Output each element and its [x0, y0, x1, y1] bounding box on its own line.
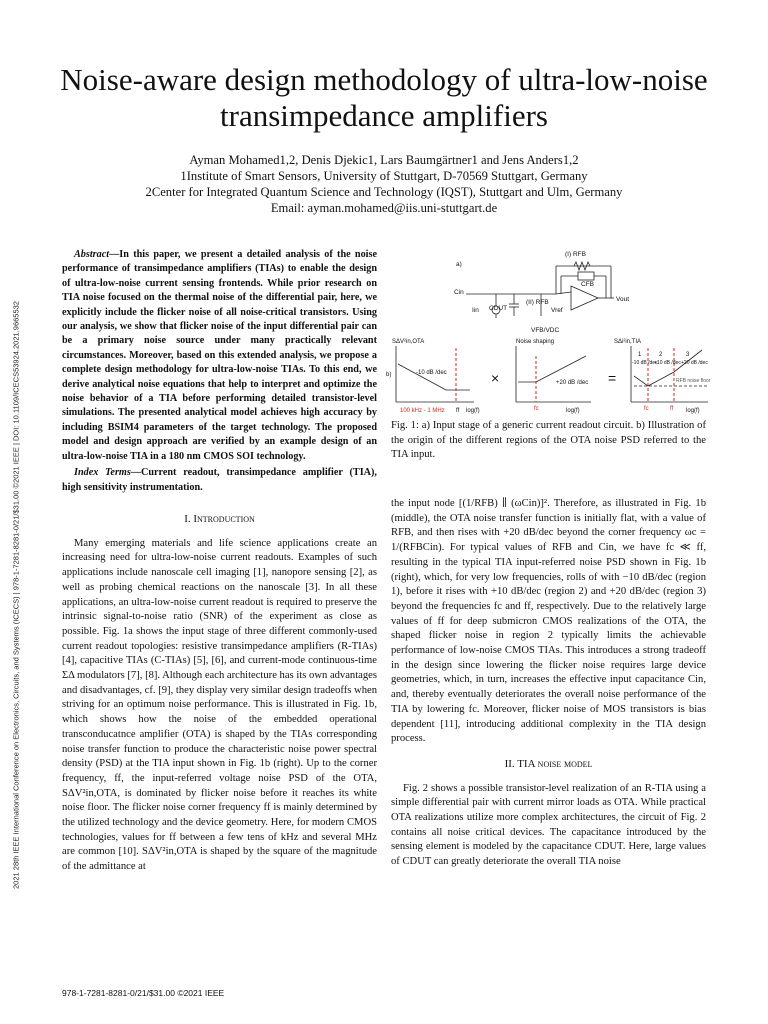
fig-fc-2: fc: [644, 406, 649, 412]
fig-region-1: 1: [638, 352, 642, 358]
fig-r1-slope: -10 dB /dec: [632, 360, 658, 366]
fig-logf-3: log(f): [686, 408, 700, 414]
fig-p20: +20 dB /dec: [556, 380, 589, 386]
email: Email: ayman.mohamed@iis.uni-stuttgart.de: [270, 201, 498, 215]
fig-s-tia: SΔi²in,TIA: [614, 339, 642, 345]
fig-vref: Vref: [551, 307, 563, 314]
figure-1: [386, 246, 712, 414]
fig-s-ota: SΔV²in,OTA: [392, 339, 425, 345]
fig-r3-slope: +20 dB /dec: [681, 360, 708, 366]
fig-region-3: 3: [686, 352, 690, 358]
fig-r2-slope: +10 dB /dec: [654, 360, 681, 366]
right-paragraph-2: Fig. 2 shows a possible transistor-level realization of an R-TIA using a simple differential pair with current mirror loads as OTA. While practical OTA realizations utilize more complex architectures, the circuit of Fig. 2 contains all noise critical devices. The capacitance introduced by the sensing element is modeled by the capacitance CDUT. Here, large values of CDUT can greatly deteriorate the overall TIA noise: [391, 782, 706, 868]
right-column: [391, 497, 706, 870]
fig-rfb-top: (I) RFB: [565, 251, 586, 258]
intro-paragraph: Many emerging materials and life science applications create an increasing need for ultra-low-noise current readouts. Examples of such applications include nanoscale cell imaging [1], nanopore sensing [2], as well as probing chemical reactions on the nanoscale [3]. In all these applications, an ultra-low-noise current readout is required to preserve the intrinsic signal-to-noise ratio (SNR) of the experiment as close as possible. Fig. 1a shows the input stage of three different commonly-used current readout topologies: resistive transimpedance amplifiers (R-TIAs) [4], capacitive TIAs (C-TIAs) [5], [6], and current-mode continuous-time ΣΔ modulators [7], [8]. Although each architecture has its own advantages and disadvantages, cf. [9], they display very similar design tradeoffs when striving for an optimum noise performance. This is illustrated in Fig. 1b, which shows how the noise of the embedded operational transconducatnce amplifier (OTA) is shaped by the TIAs corresponding noise transfer function to produce the characteristic noise power spectral density (PSD) at the TIA input shown in Fig. 1b (right). Up to the corner frequency, ff, the input-referred voltage noise PSD of the OTA, SΔV²in,OTA, is dominated by flicker noise before it reaches its white noise floor. The flicker noise corner frequency ff is mainly determined by the utilized technology and the device geometry. Here, for modern CMOS technologies, values for ff between a few tens of kHz and several MHz are common [10]. SΔV²in,OTA is shaped by the square of the magnitude of the admittance at: [62, 537, 377, 873]
fig-logf-2: log(f): [566, 408, 580, 414]
fig-cin: Cin: [454, 289, 464, 296]
fig-cfb: CFB: [581, 281, 594, 288]
author-block: [40, 152, 728, 216]
abstract: [62, 248, 377, 495]
fig-ff-2: ff: [670, 406, 674, 412]
section-2-heading: II. TIA noise model: [504, 757, 593, 770]
fig-equals: =: [608, 370, 617, 386]
fig-iin: Iin: [472, 307, 479, 314]
fig-rfb: (II) RFB: [526, 299, 549, 306]
doi-sidebar: [8, 210, 24, 980]
fig-shaping: Noise shaping: [516, 339, 555, 345]
paper-title: Noise-aware design methodology of ultra-low-noise transimpedance amplifiers: [60, 62, 708, 133]
fig-times: ×: [491, 370, 500, 386]
figure-1-caption: Fig. 1: a) Input stage of a generic current readout circuit. b) Illustration of the origin of the different regions of the OTA noise PSD referred to the TIA input.: [391, 420, 706, 460]
fig-cdut: CDUT: [489, 305, 508, 312]
index-terms: Index Terms—Current readout, transimpedance amplifier (TIA), high sensitivity instrumentation.: [62, 467, 377, 493]
fig-fc-1: fc: [534, 406, 539, 412]
affiliation-1: 1Institute of Smart Sensors, University of Stuttgart, D-70569 Stuttgart, Germany: [180, 169, 588, 183]
fig-m10: -10 dB /dec: [416, 370, 447, 376]
abstract-text: —In this paper, we present a detailed analysis of the noise performance of transimpedance amplifiers (TIAs) to enable the design of ultra-low-noise current sensing frontends. While prior research on TIA noise focused on the thermal noise of the differential pair, here, we explicitly include the flicker noise of all noise-critical transistors. Using our analysis, we show that flicker noise of the input differential pair can be a primary noise source under many practically relevant circumstances. Moreover, based on this extended analysis, we propose a complete design methodology for ultra-low-noise TIAs. To this end, we derive analytical noise equations that help to interpret and optimize the noise behavior of a TIA before performing detailed transistor-level simulations. The presented analytical model achieves high accuracy by including BSIM4 parameters of the target technology. The proposed model and design approach are verified by an example design of an ultra-low-noise TIA in a 180 nm CMOS SOI technology.: [62, 249, 377, 462]
fig-vfb: VFB/VDC: [531, 327, 560, 334]
author-list: Ayman Mohamed1,2, Denis Djekic1, Lars Baumgärtner1 and Jens Anders1,2: [189, 153, 579, 167]
left-column: [62, 502, 377, 875]
affiliation-2: 2Center for Integrated Quantum Science and Technology (IQST), Stuttgart and Ulm, Germany: [145, 185, 623, 199]
fig-freq-range: 100 kHz - 1 MHz: [400, 408, 445, 414]
fig-floor: RFB noise floor: [676, 378, 711, 384]
fig-label-b: b): [386, 372, 392, 378]
fig-region-2: 2: [659, 352, 663, 358]
fig-logf-1: log(f): [466, 408, 480, 414]
footer-copyright: 978-1-7281-8281-0/21/$31.00 ©2021 IEEE: [62, 988, 225, 998]
abstract-label: Abstract: [74, 249, 110, 260]
fig-vout: Vout: [616, 296, 630, 303]
right-paragraph-1: the input node [(1/RFB) ∥ (ωCin)]². Therefore, as illustrated in Fig. 1b (middle), the OTA noise transfer function is initially flat, with a value of RFB, and then rises with +20 dB/dec beyond the corner frequency ωc = 1/(RFBCin). For typical values of RFB and Cin, we have fc ≪ ff, resulting in the typical TIA input-referred noise PSD shown in Fig. 1b (right), which, for very low frequencies, rolls of with −10 dB/dec (region 1), before it rises with +10 dB/dec (region 2) and +20 dB/dec (region 3) beyond the frequencies fc and ff, respectively. Due to the relatively large values of ff for deep submicron CMOS realizations of the OTA, the shaped flicker noise in region 2 typically limits the achievable performance of low-noise CMOS TIAs. This introduces a strong tradeoff in the design since lowering the flicker noise requires large device geometries, which, in turn, increases the effective input capacitance Cin, and, thereby eventually deteriorates the overall noise performance of the TIA by lowering fc. Moreover, flicker noise of MOS transistors is bias dependent [11], introducing additional complexity in the TIA design process.: [391, 498, 706, 745]
fig-ff-1: ff: [456, 408, 460, 414]
sidebar-text: 2021 28th IEEE International Conference on Electronics, Circuits, and Systems (ICECS) | 978-1-7281-8281-0/21/$31.00 ©2021 IEEE | DOI: 10.1109/ICECS53924.2021.9665532: [11, 301, 21, 889]
section-1-heading: I. Introduction: [184, 513, 255, 525]
fig-label-a: a): [456, 261, 462, 268]
